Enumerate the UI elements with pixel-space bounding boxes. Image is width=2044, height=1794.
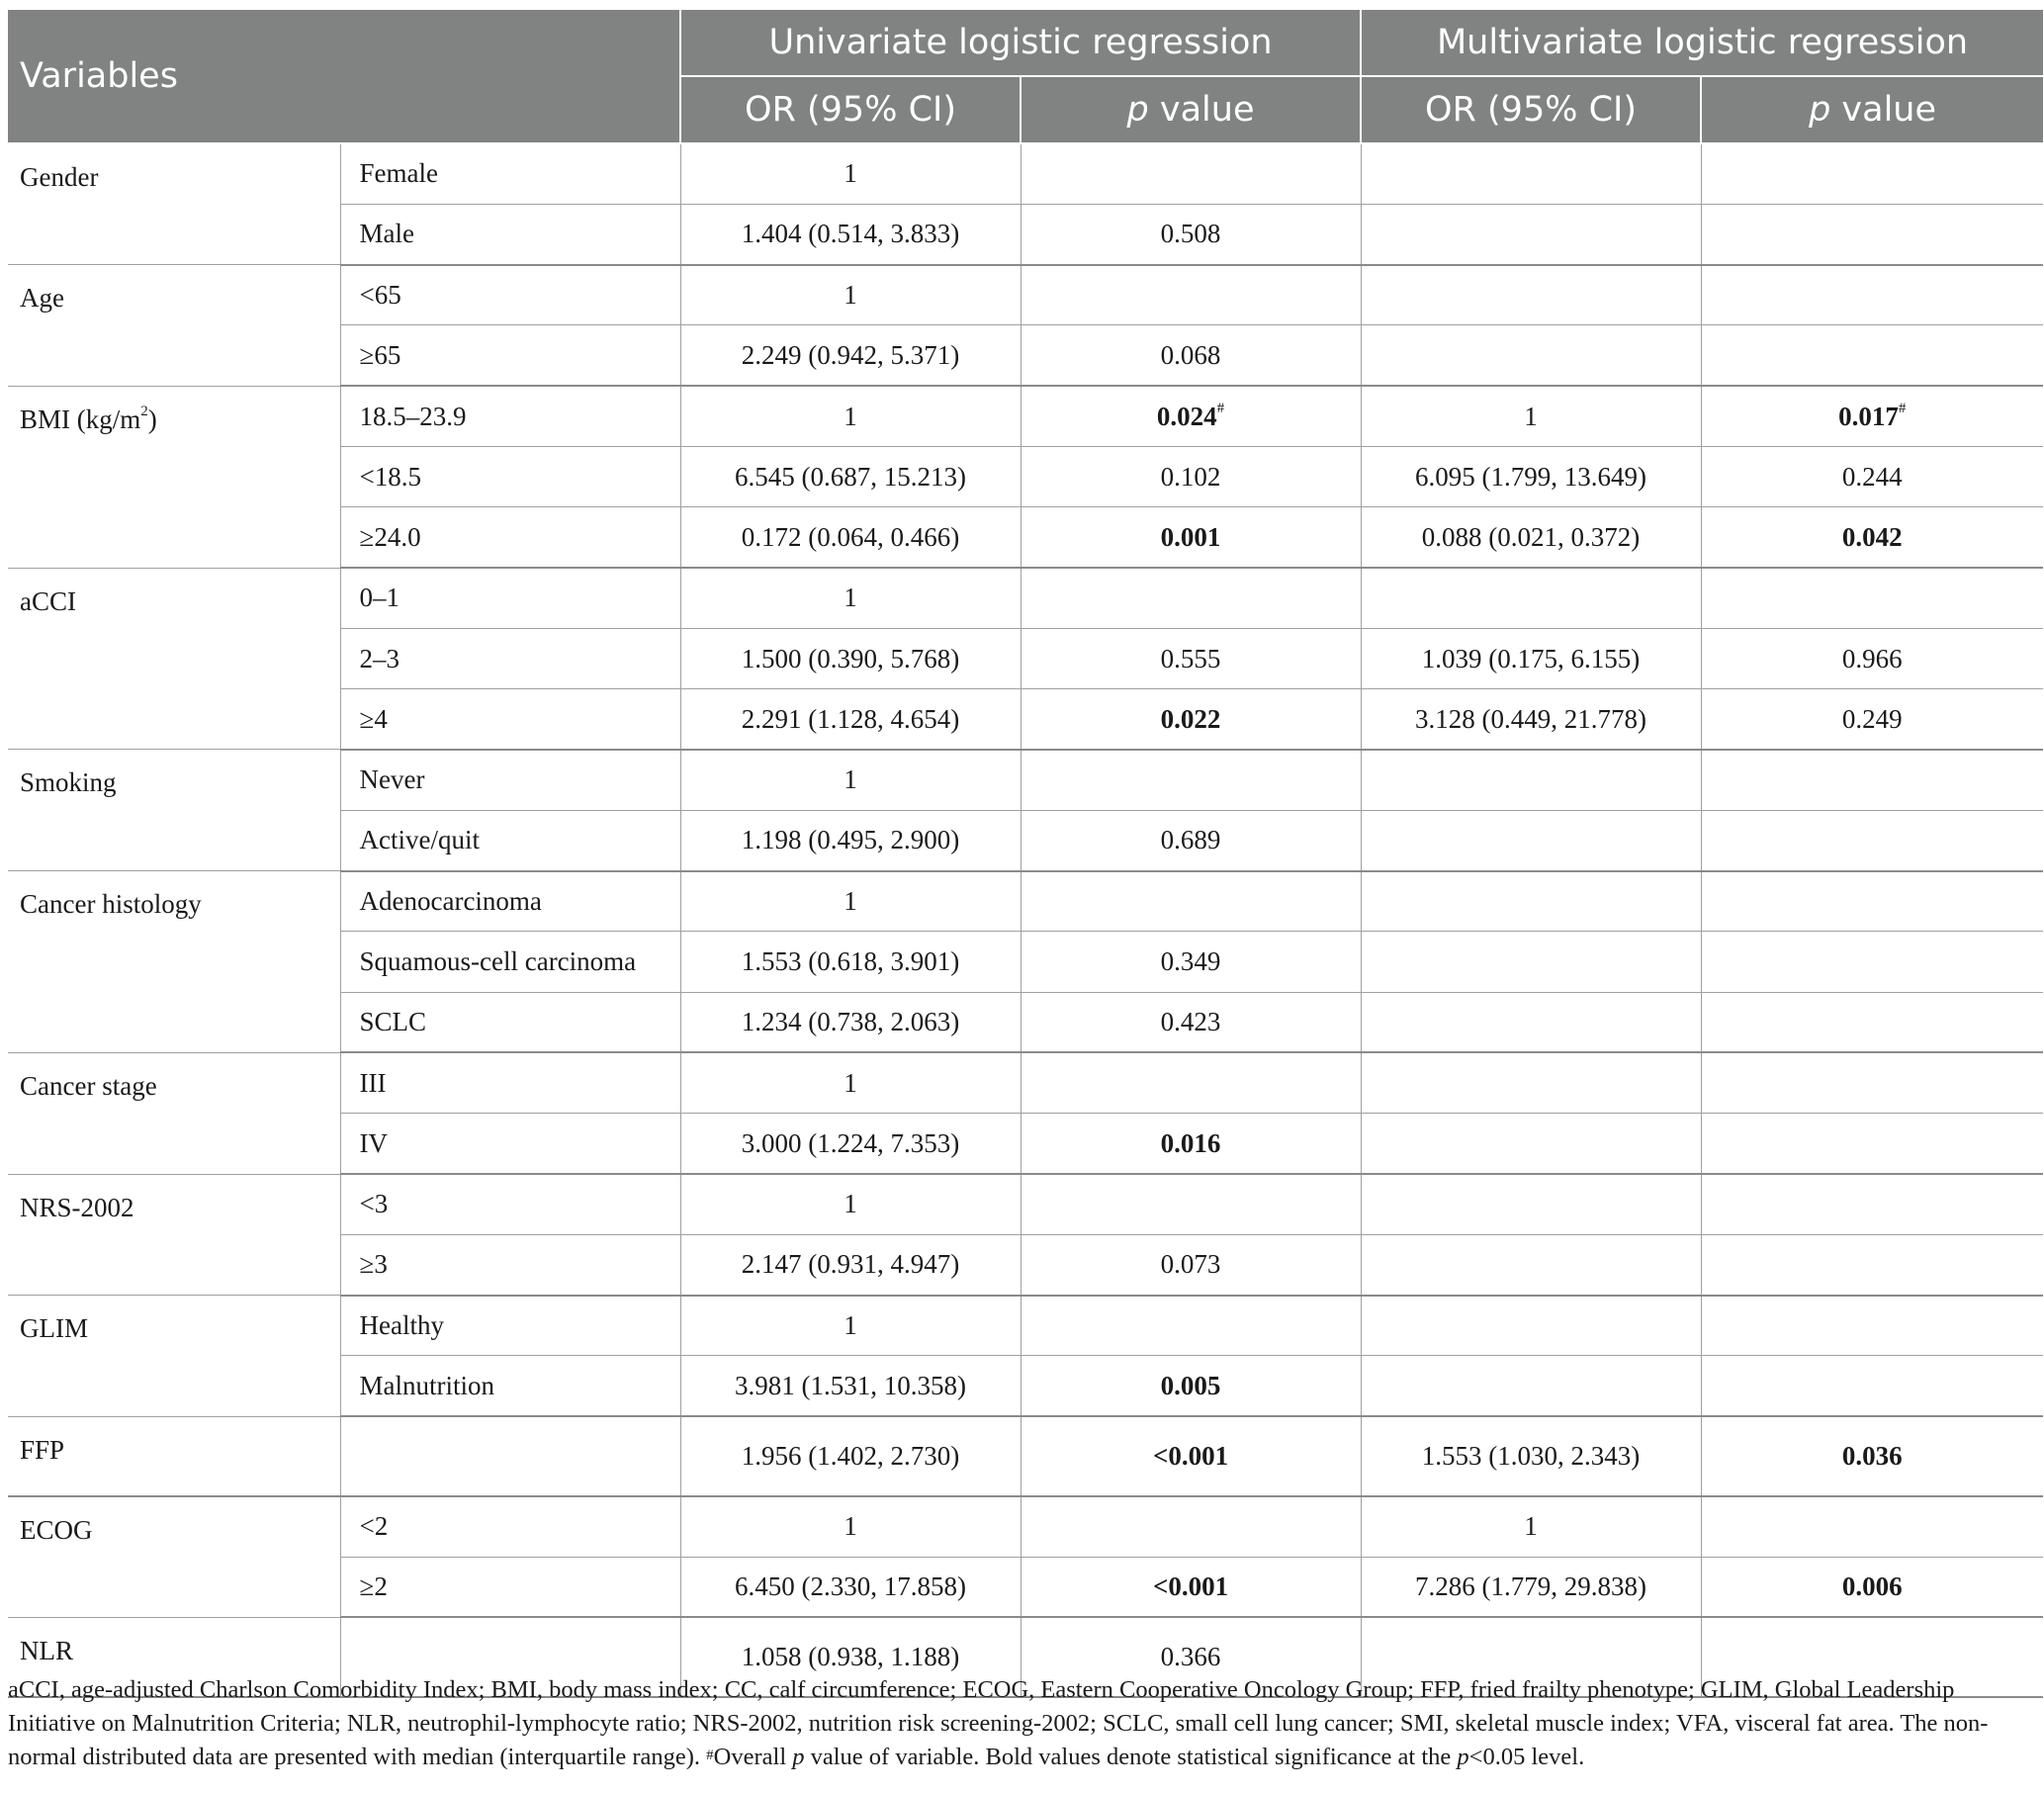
table-row xyxy=(8,386,2043,446)
category-cell xyxy=(340,750,680,810)
multivariate-p-cell xyxy=(1701,446,2043,506)
univariate-p-cell-text: 0.068 xyxy=(1160,339,1221,370)
multivariate-or-cell xyxy=(1361,568,1701,628)
category-cell xyxy=(340,204,680,264)
univariate-p-cell xyxy=(1021,386,1361,446)
univariate-p-cell-text: <0.001 xyxy=(1152,1570,1229,1601)
category-cell-text: ≥3 xyxy=(359,1249,388,1280)
univariate-p-cell xyxy=(1021,1356,1361,1416)
univariate-or-cell xyxy=(680,750,1021,810)
univariate-p-cell-text: 0.555 xyxy=(1160,643,1221,673)
variable-name xyxy=(8,1296,340,1417)
table-row xyxy=(8,568,2043,628)
category-cell xyxy=(340,1416,680,1496)
variable-name xyxy=(8,1416,340,1496)
multivariate-or-cell xyxy=(1361,446,1701,506)
univariate-p-cell-text: 0.508 xyxy=(1160,219,1221,249)
univariate-or-cell-text: 1 xyxy=(844,1310,857,1341)
univariate-or-cell xyxy=(680,143,1021,204)
multivariate-p-cell xyxy=(1701,932,2043,992)
table-footnote xyxy=(8,1673,2035,1774)
variable-label: aCCI xyxy=(20,585,76,616)
category-cell xyxy=(340,810,680,870)
multivariate-or-cell xyxy=(1361,1114,1701,1174)
multivariate-or-cell xyxy=(1361,265,1701,325)
univariate-p-cell-text: 0.366 xyxy=(1160,1642,1221,1672)
category-cell-text: <2 xyxy=(359,1511,389,1542)
multivariate-p-cell xyxy=(1701,1052,2043,1113)
univariate-or-cell-text: 1.553 (0.618, 3.901) xyxy=(741,946,960,976)
footnote-hash: # xyxy=(706,1748,714,1763)
variable-name xyxy=(8,265,340,387)
multivariate-or-cell-text: 1.039 (0.175, 6.155) xyxy=(1421,643,1641,673)
category-cell-text: Active/quit xyxy=(359,825,480,855)
category-cell xyxy=(340,568,680,628)
table-header xyxy=(8,9,2043,143)
univariate-or-cell-text: 2.291 (1.128, 4.654) xyxy=(741,703,960,734)
variable-label: NLR xyxy=(20,1635,73,1665)
univariate-p-cell-text: 0.001 xyxy=(1160,521,1221,552)
multivariate-or-cell xyxy=(1361,810,1701,870)
category-cell xyxy=(340,507,680,568)
header-multivariate-or: OR (95% CI) xyxy=(1361,76,1701,143)
multivariate-p-cell xyxy=(1701,1496,2043,1557)
multivariate-p-cell xyxy=(1701,689,2043,750)
univariate-or-cell xyxy=(680,265,1021,325)
variable-name xyxy=(8,143,340,265)
multivariate-p-cell-text: 0.249 xyxy=(1841,703,1903,734)
univariate-or-cell-text: 0.172 (0.064, 0.466) xyxy=(741,521,960,552)
univariate-p-cell xyxy=(1021,446,1361,506)
univariate-or-cell-text: 1 xyxy=(844,1511,857,1542)
variable-superscript: 2 xyxy=(140,403,148,419)
category-cell-text: IV xyxy=(359,1127,388,1158)
univariate-p-cell xyxy=(1021,992,1361,1052)
univariate-or-cell-text: 1 xyxy=(844,158,857,189)
univariate-or-cell-text: 2.147 (0.931, 4.947) xyxy=(741,1249,960,1280)
p-value-word: value xyxy=(1148,90,1255,130)
variable-label-tail: ) xyxy=(147,404,157,434)
univariate-or-cell xyxy=(680,568,1021,628)
multivariate-or-cell-text: 1 xyxy=(1524,1511,1538,1542)
multivariate-p-cell-text: 0.017 xyxy=(1838,401,1899,431)
univariate-p-cell-text: 0.349 xyxy=(1160,946,1221,976)
multivariate-p-cell xyxy=(1701,750,2043,810)
table-row xyxy=(8,1296,2043,1356)
multivariate-p-cell xyxy=(1701,568,2043,628)
univariate-or-cell-text: 1 xyxy=(844,885,857,916)
variable-name xyxy=(8,568,340,750)
category-cell xyxy=(340,1234,680,1295)
multivariate-or-cell-text: 1 xyxy=(1524,401,1538,431)
multivariate-p-cell-text: 0.006 xyxy=(1841,1570,1903,1601)
univariate-or-cell-text: 1.058 (0.938, 1.188) xyxy=(741,1642,960,1672)
category-cell-text: Adenocarcinoma xyxy=(359,885,542,916)
multivariate-p-cell xyxy=(1701,628,2043,688)
header-multivariate-p xyxy=(1701,76,2043,143)
category-cell xyxy=(340,992,680,1052)
header-multivariate: Multivariate logistic regression xyxy=(1361,9,2043,76)
category-cell xyxy=(340,265,680,325)
univariate-p-cell xyxy=(1021,143,1361,204)
variable-label: Gender xyxy=(20,162,99,192)
p-letter: p xyxy=(1126,90,1149,130)
univariate-p-cell-text: 0.022 xyxy=(1160,703,1221,734)
variable-label: NRS-2002 xyxy=(20,1192,134,1222)
univariate-or-cell-text: 2.249 (0.942, 5.371) xyxy=(741,339,960,370)
category-cell xyxy=(340,1296,680,1356)
multivariate-or-cell xyxy=(1361,871,1701,932)
footnote-text-3: value of variable. Bold values denote statistical significance at the xyxy=(804,1744,1458,1770)
table-row xyxy=(8,1416,2043,1496)
univariate-or-cell xyxy=(680,628,1021,688)
univariate-p-cell xyxy=(1021,1114,1361,1174)
multivariate-or-cell-text: 1.553 (1.030, 2.343) xyxy=(1421,1440,1641,1471)
logistic-regression-table xyxy=(8,8,2043,1698)
category-cell-text: Female xyxy=(359,158,438,189)
univariate-or-cell xyxy=(680,507,1021,568)
category-cell-text: Male xyxy=(359,219,414,249)
multivariate-p-cell xyxy=(1701,1114,2043,1174)
category-cell-text: <18.5 xyxy=(359,461,421,492)
univariate-p-cell xyxy=(1021,1052,1361,1113)
multivariate-p-cell xyxy=(1701,507,2043,568)
univariate-or-cell xyxy=(680,810,1021,870)
category-cell-text: ≥65 xyxy=(359,339,401,370)
univariate-or-cell xyxy=(680,386,1021,446)
univariate-or-cell-text: 1 xyxy=(844,279,857,310)
univariate-p-cell-text: 0.073 xyxy=(1160,1249,1221,1280)
univariate-p-cell xyxy=(1021,265,1361,325)
univariate-p-cell-text: 0.024 xyxy=(1156,401,1217,431)
table-row xyxy=(8,1174,2043,1234)
multivariate-p-cell xyxy=(1701,1557,2043,1617)
multivariate-p-cell xyxy=(1701,992,2043,1052)
category-cell xyxy=(340,1052,680,1113)
variable-label: Smoking xyxy=(20,767,117,798)
univariate-p-cell xyxy=(1021,689,1361,750)
multivariate-or-cell xyxy=(1361,992,1701,1052)
univariate-or-cell xyxy=(680,1416,1021,1496)
multivariate-p-cell-text: 0.244 xyxy=(1841,461,1903,492)
univariate-or-cell-text: 3.981 (1.531, 10.358) xyxy=(735,1370,966,1400)
univariate-or-cell-text: 1.500 (0.390, 5.768) xyxy=(741,643,960,673)
univariate-or-cell xyxy=(680,932,1021,992)
multivariate-p-cell xyxy=(1701,386,2043,446)
header-univariate-p xyxy=(1021,76,1361,143)
overall-p-marker: # xyxy=(1216,400,1225,416)
multivariate-or-cell xyxy=(1361,1496,1701,1557)
category-cell-text: 2–3 xyxy=(359,643,400,673)
multivariate-or-cell xyxy=(1361,750,1701,810)
variable-label: FFP xyxy=(20,1434,65,1465)
univariate-or-cell-text: 1.198 (0.495, 2.900) xyxy=(741,825,960,855)
univariate-or-cell-text: 6.545 (0.687, 15.213) xyxy=(735,461,966,492)
category-cell-text: ≥24.0 xyxy=(359,521,421,552)
header-univariate-or: OR (95% CI) xyxy=(680,76,1021,143)
univariate-or-cell xyxy=(680,1296,1021,1356)
category-cell xyxy=(340,1174,680,1234)
variable-label: GLIM xyxy=(20,1313,88,1344)
univariate-p-cell xyxy=(1021,568,1361,628)
univariate-p-cell xyxy=(1021,1557,1361,1617)
univariate-or-cell xyxy=(680,204,1021,264)
multivariate-or-cell xyxy=(1361,628,1701,688)
category-cell-text: Healthy xyxy=(359,1310,444,1341)
univariate-or-cell-text: 1 xyxy=(844,1189,857,1219)
univariate-or-cell xyxy=(680,689,1021,750)
multivariate-or-cell xyxy=(1361,204,1701,264)
header-variables: Variables xyxy=(8,9,680,143)
category-cell xyxy=(340,1557,680,1617)
multivariate-p-cell-text: 0.966 xyxy=(1841,643,1903,673)
univariate-or-cell xyxy=(680,992,1021,1052)
table-row xyxy=(8,1496,2043,1557)
multivariate-or-cell xyxy=(1361,507,1701,568)
multivariate-or-cell xyxy=(1361,1234,1701,1295)
multivariate-p-cell xyxy=(1701,871,2043,932)
univariate-p-cell-text: 0.005 xyxy=(1160,1370,1221,1400)
variable-label: Cancer stage xyxy=(20,1070,157,1101)
category-cell-text: Never xyxy=(359,764,425,795)
univariate-p-cell xyxy=(1021,750,1361,810)
table-container xyxy=(8,8,2043,1698)
category-cell-text: Squamous-cell carcinoma xyxy=(359,946,637,976)
multivariate-p-cell xyxy=(1701,265,2043,325)
univariate-p-cell xyxy=(1021,810,1361,870)
category-cell-text: <65 xyxy=(359,279,401,310)
univariate-p-cell-text: 0.689 xyxy=(1160,825,1221,855)
category-cell xyxy=(340,1496,680,1557)
univariate-p-cell xyxy=(1021,871,1361,932)
multivariate-or-cell-text: 6.095 (1.799, 13.649) xyxy=(1415,461,1647,492)
table-row xyxy=(8,1052,2043,1113)
univariate-p-cell xyxy=(1021,1174,1361,1234)
table-row xyxy=(8,143,2043,204)
multivariate-or-cell xyxy=(1361,1296,1701,1356)
multivariate-or-cell xyxy=(1361,689,1701,750)
category-cell-text: <3 xyxy=(359,1189,389,1219)
multivariate-p-cell xyxy=(1701,204,2043,264)
category-cell-text: 0–1 xyxy=(359,583,400,613)
univariate-or-cell xyxy=(680,325,1021,386)
p-letter: p xyxy=(1809,90,1831,130)
univariate-p-cell xyxy=(1021,204,1361,264)
variable-label: BMI (kg/m xyxy=(20,404,141,434)
category-cell xyxy=(340,628,680,688)
category-cell xyxy=(340,386,680,446)
category-cell-text: Malnutrition xyxy=(359,1370,494,1400)
univariate-p-cell-text: <0.001 xyxy=(1152,1440,1229,1471)
header-univariate: Univariate logistic regression xyxy=(680,9,1361,76)
univariate-p-cell xyxy=(1021,628,1361,688)
multivariate-or-cell-text: 3.128 (0.449, 21.778) xyxy=(1415,703,1647,734)
overall-p-marker: # xyxy=(1898,400,1907,416)
univariate-or-cell-text: 1.956 (1.402, 2.730) xyxy=(741,1440,960,1471)
univariate-or-cell xyxy=(680,1557,1021,1617)
table-row xyxy=(8,871,2043,932)
univariate-p-cell xyxy=(1021,325,1361,386)
variable-name xyxy=(8,1052,340,1174)
multivariate-p-cell-text: 0.036 xyxy=(1841,1440,1903,1471)
table-body xyxy=(8,143,2043,1697)
univariate-or-cell xyxy=(680,1114,1021,1174)
multivariate-or-cell xyxy=(1361,1174,1701,1234)
univariate-or-cell xyxy=(680,1234,1021,1295)
multivariate-p-cell xyxy=(1701,1356,2043,1416)
category-cell-text: ≥2 xyxy=(359,1570,388,1601)
univariate-p-cell xyxy=(1021,1234,1361,1295)
multivariate-or-cell xyxy=(1361,386,1701,446)
multivariate-p-cell xyxy=(1701,325,2043,386)
univariate-or-cell-text: 1 xyxy=(844,401,857,431)
multivariate-p-cell xyxy=(1701,1416,2043,1496)
multivariate-p-cell-text: 0.042 xyxy=(1841,521,1903,552)
category-cell xyxy=(340,325,680,386)
multivariate-or-cell-text: 0.088 (0.021, 0.372) xyxy=(1421,521,1641,552)
table-row xyxy=(8,265,2043,325)
multivariate-p-cell xyxy=(1701,143,2043,204)
univariate-or-cell-text: 6.450 (2.330, 17.858) xyxy=(735,1570,966,1601)
univariate-p-cell-text: 0.102 xyxy=(1160,461,1221,492)
multivariate-or-cell xyxy=(1361,932,1701,992)
category-cell xyxy=(340,143,680,204)
univariate-or-cell xyxy=(680,871,1021,932)
univariate-p-cell-text: 0.423 xyxy=(1160,1007,1221,1037)
univariate-p-cell-text: 0.016 xyxy=(1160,1127,1221,1158)
univariate-or-cell-text: 3.000 (1.224, 7.353) xyxy=(741,1127,960,1158)
univariate-or-cell-text: 1 xyxy=(844,764,857,795)
univariate-or-cell xyxy=(680,446,1021,506)
univariate-or-cell-text: 1 xyxy=(844,583,857,613)
footnote-text-1: aCCI, age-adjusted Charlson Comorbidity Index; BMI, body mass index; CC, calf circumference; ECOG, Eastern Cooperative Oncology Group; FFP, fried frailty phenotype; GLIM, Global Leadership Initiative on Malnutrition Criteria; NLR, neutrophil-lymphocyte ratio; NRS-2002, nutrition risk screening-2002; SCLC, small cell lung cancer; SMI, skeletal muscle index; VFA, visceral fat area. The non-normal distributed data are presented with median (interquartile range). xyxy=(8,1676,1989,1770)
univariate-or-cell-text: 1.234 (0.738, 2.063) xyxy=(741,1007,960,1037)
univariate-p-cell xyxy=(1021,1296,1361,1356)
univariate-p-cell xyxy=(1021,932,1361,992)
multivariate-or-cell xyxy=(1361,1416,1701,1496)
variable-name xyxy=(8,1496,340,1618)
category-cell xyxy=(340,1356,680,1416)
footnote-text-4: <0.05 level. xyxy=(1468,1744,1585,1770)
multivariate-p-cell xyxy=(1701,1234,2043,1295)
category-cell xyxy=(340,689,680,750)
multivariate-or-cell-text: 7.286 (1.779, 29.838) xyxy=(1415,1570,1647,1601)
univariate-or-cell xyxy=(680,1174,1021,1234)
univariate-or-cell xyxy=(680,1356,1021,1416)
variable-name xyxy=(8,1174,340,1296)
multivariate-or-cell xyxy=(1361,325,1701,386)
variable-label: ECOG xyxy=(20,1514,93,1545)
footnote-p-2: p xyxy=(1457,1744,1469,1770)
univariate-or-cell-text: 1 xyxy=(844,1067,857,1098)
category-cell-text: ≥4 xyxy=(359,703,388,734)
univariate-p-cell xyxy=(1021,507,1361,568)
univariate-p-cell xyxy=(1021,1496,1361,1557)
multivariate-p-cell xyxy=(1701,1296,2043,1356)
category-cell xyxy=(340,932,680,992)
multivariate-or-cell xyxy=(1361,1557,1701,1617)
p-value-word: value xyxy=(1830,90,1937,130)
category-cell-text: 18.5–23.9 xyxy=(359,401,467,431)
univariate-or-cell-text: 1.404 (0.514, 3.833) xyxy=(741,219,960,249)
category-cell-text: SCLC xyxy=(359,1007,427,1037)
category-cell xyxy=(340,1114,680,1174)
multivariate-or-cell xyxy=(1361,1052,1701,1113)
multivariate-p-cell xyxy=(1701,1174,2043,1234)
multivariate-or-cell xyxy=(1361,143,1701,204)
variable-label: Age xyxy=(20,283,64,314)
category-cell-text: III xyxy=(359,1067,387,1098)
category-cell xyxy=(340,871,680,932)
variable-name xyxy=(8,750,340,871)
category-cell xyxy=(340,446,680,506)
variable-name xyxy=(8,871,340,1053)
multivariate-or-cell xyxy=(1361,1356,1701,1416)
univariate-or-cell xyxy=(680,1052,1021,1113)
footnote-p-1: p xyxy=(792,1744,805,1770)
variable-label: Cancer histology xyxy=(20,889,202,920)
multivariate-p-cell xyxy=(1701,810,2043,870)
table-row xyxy=(8,750,2043,810)
variable-name xyxy=(8,386,340,568)
univariate-p-cell xyxy=(1021,1416,1361,1496)
footnote-text-2: Overall xyxy=(713,1744,793,1770)
univariate-or-cell xyxy=(680,1496,1021,1557)
